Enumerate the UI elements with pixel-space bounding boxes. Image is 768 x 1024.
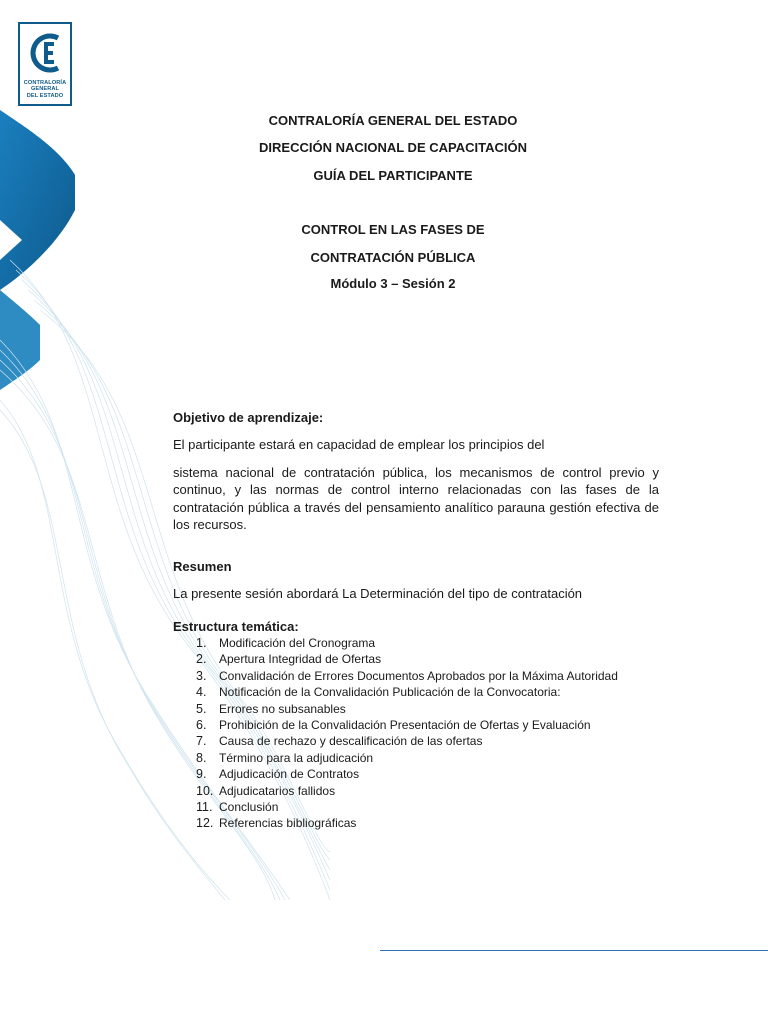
list-item [196,750,666,766]
list-item-number: 11. [196,800,213,815]
objective-paragraph: sistema nacional de contratación pública, los mecanismos de control previo y continuo, y las normas de control interno relacionadas con las fases de la contratación pública a través del pensamiento analítico parauna gestión efectiva de los recursos. [173,465,659,532]
summary-text: La presente sesión abordará La Determinación del tipo de contratación [173,586,583,601]
list-item-text: Conclusión [219,800,279,815]
list-item-text: Causa de rechazo y descalificación de las ofertas [219,734,483,749]
logo-text-line-3: DEL ESTADO [26,92,64,99]
list-item-text: Modificación del Cronograma [219,636,376,650]
structure-heading: Estructura temática: [173,619,299,634]
list-item-text: Errores no subsanables [219,701,346,716]
list-item-number: 5. [196,701,207,716]
header-line-direction: DIRECCIÓN NACIONAL DE CAPACITACIÓN [259,140,527,155]
list-item [196,766,666,782]
list-item-text: Referencias bibliográficas [219,816,357,831]
cge-monogram-icon [24,28,68,78]
list-item-number: 1. [196,636,207,650]
list-item [196,799,666,815]
list-item-text: Prohibición de la Convalidación Presentación de Ofertas y Evaluación [219,718,591,733]
list-item-number: 6. [196,718,207,733]
list-item-number: 10. [196,783,214,798]
list-item [196,668,666,684]
summary-heading: Resumen [173,559,232,574]
list-item [196,701,666,717]
list-item-number: 9. [196,767,207,782]
logo-text-line-2: GENERAL [30,86,60,93]
list-item [196,651,666,667]
list-item [196,783,666,799]
list-item [196,684,666,700]
list-item-number: 12. [196,816,214,831]
list-item-number: 4. [196,685,207,700]
header-line-institution: CONTRALORÍA GENERAL DEL ESTADO [268,113,518,128]
logo-text-line-1: CONTRALORÍA [23,80,67,86]
footer-rule [380,950,768,951]
list-item [196,717,666,733]
list-item-text: Término para la adjudicación [219,750,374,765]
header-line-module: Módulo 3 – Sesión 2 [330,276,456,291]
logo-text [20,80,70,99]
list-item-text: Adjudicatarios fallidos [219,783,336,798]
list-item [196,815,666,831]
list-item-text: Adjudicación de Contratos [219,767,360,782]
list-item [196,635,666,651]
list-item-number: 2. [196,652,207,667]
header-line-course-1: CONTROL EN LAS FASES DE [301,222,485,237]
list-item-text: Convalidación de Errores Documentos Aprobados por la Máxima Autoridad [219,668,618,683]
list-item-text: Apertura Integridad de Ofertas [219,652,382,667]
header-line-course-2: CONTRATACIÓN PÚBLICA [310,250,476,265]
list-item-number: 3. [196,668,207,683]
list-item [196,733,666,749]
header-line-guide: GUÍA DEL PARTICIPANTE [313,168,473,183]
cge-logo [18,22,72,106]
list-item-text: Notificación de la Convalidación Publicación de la Convocatoria: [219,685,561,700]
list-item-number: 7. [196,734,207,749]
list-item-number: 8. [196,750,207,765]
objective-heading: Objetivo de aprendizaje: [173,410,324,425]
topic-list [196,635,666,832]
objective-first-line: El participante estará en capacidad de emplear los principios del [173,437,545,452]
